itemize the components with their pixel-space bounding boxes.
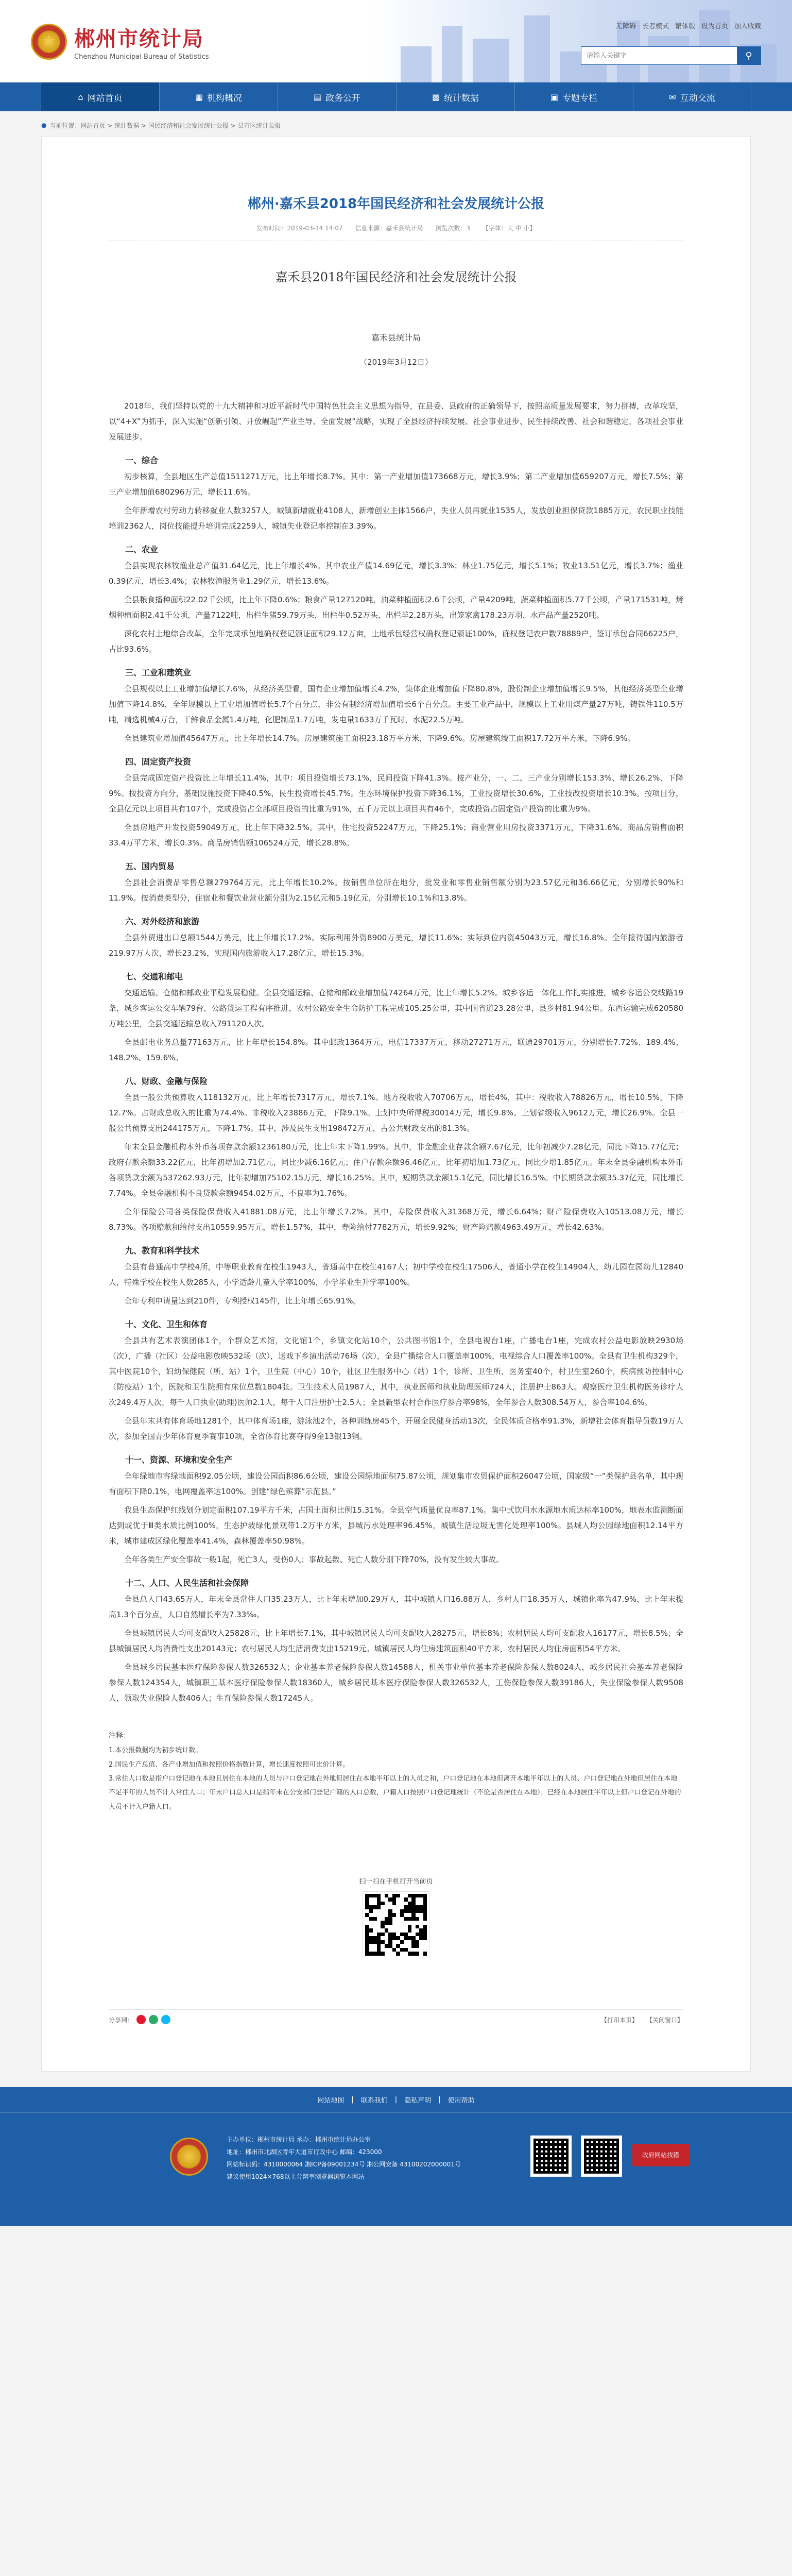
article-container bbox=[41, 136, 751, 2072]
section-heading: 三、工业和建筑业 bbox=[125, 668, 192, 677]
section-paragraph: 全县建筑业增加值45647万元，比上年增长14.7%。房屋建筑施工面积23.18万平方米，下降9.6%。房屋建筑竣工面积17.72万平方米，下降6.9%。 bbox=[124, 734, 635, 743]
section-paragraph: 全县城乡居民基本医疗保险参保人数326532人；企业基本养老保险参保人数14588人，机关事业单位基本养老保险参保人数8024人，城乡居民社会基本养老保险参保人数124354人，城镇职工基本医疗保险参保人数18360人，城乡居民基本医疗保险参保人数326532人，工伤保险参保人数39186人，失业保险参保人数9508人，领取失业保险人数406人；生育保险参保人数17245人。 bbox=[109, 1663, 683, 1703]
section-paragraph: 全年专利申请量达到210件，专利授权145件，比上年增长65.91%。 bbox=[124, 1296, 361, 1306]
view-count: 浏览次数：3 bbox=[435, 225, 470, 232]
location-icon: ● bbox=[41, 122, 47, 129]
article-title: 郴州·嘉禾县2018年国民经济和社会发展统计公报 bbox=[247, 196, 545, 212]
site-search bbox=[581, 46, 761, 65]
section-heading: 一、综合 bbox=[125, 455, 159, 465]
section-paragraph: 初步核算，全县地区生产总值1511271万元，比上年增长8.7%。其中：第一产业增加值173668万元，增长3.9%；第二产业增加值659207万元，增长7.5%；第三产业增加值680296万元，增长11.6%。 bbox=[109, 472, 683, 497]
top-link-set-home[interactable]: 设为首页 bbox=[701, 23, 728, 30]
main-nav bbox=[0, 82, 792, 111]
article-sections bbox=[109, 454, 683, 1706]
home-icon: ⌂ bbox=[78, 92, 83, 102]
note-item: 2.国民生产总值、各产业增加值和按照价格指数计算，增长速度按照可比价计算。 bbox=[109, 1760, 350, 1769]
chat-icon: ✉ bbox=[669, 92, 676, 102]
section-heading: 五、国内贸易 bbox=[125, 861, 175, 871]
footer-link-privacy[interactable]: 隐私声明 bbox=[404, 2096, 432, 2105]
section-heading: 十二、人口、人民生活和社会保障 bbox=[125, 1578, 249, 1588]
section-heading: 十一、资源、环境和安全生产 bbox=[125, 1455, 233, 1465]
section-paragraph: 交通运输、仓储和邮政业平稳发展稳健。全县交通运输、仓储和邮政业增加值74264万元，比上年增长5.2%。城乡客运一体化工作扎实推进，城乡客运公交线路19条，城乡客运公交车辆79台，公路货运工程有序推进，农村公路安全生命防护工程完成105.25公里，其中国省道23.28公里，县乡村81.94公里。东西运输完成620580万吨公里，全县交通运输总收入791120人次。 bbox=[109, 988, 683, 1028]
site-footer bbox=[0, 2087, 792, 2226]
footer-info: 主办单位：郴州市统计局 承办：郴州市统计局办公室 地址：郴州市北湖区青年大道市行政中心 邮编：423000 网站标识码：4310000064 湘ICP备09001234号 湘公网安备 43100202000001号 建议使用1024×768以上分辨率浏览器浏览本网站 bbox=[227, 2136, 461, 2180]
notes-block bbox=[109, 1728, 683, 1814]
footer-qr-codes bbox=[530, 2136, 622, 2177]
top-link-traditional[interactable]: 繁体版 bbox=[675, 23, 695, 30]
top-links bbox=[616, 21, 761, 30]
close-window-link[interactable]: 【关闭窗口】 bbox=[646, 2016, 683, 2024]
section-paragraph: 全县房地产开发投资59049万元，比上年下降32.5%。其中，住宅投资52247万元，下降25.1%；商业营业用房投资3371万元，下降31.6%。商品房销售面积33.4万平方米，增长0.3%。商品房销售额106524万元，增长28.8%。 bbox=[109, 823, 683, 848]
document-icon: ▤ bbox=[313, 92, 322, 102]
print-link[interactable]: 【打印本页】 bbox=[600, 2016, 638, 2024]
footer-link-help[interactable]: 使用帮助 bbox=[447, 2096, 475, 2105]
section-heading: 二、农业 bbox=[125, 545, 159, 554]
section-paragraph: 全年各类生产安全事故一般1起，死亡3人，受伤0人；事故起数、死亡人数分别下降70%，没有发生较大事故。 bbox=[124, 1555, 504, 1564]
section-paragraph: 全县外贸进出口总额1544万美元，比上年增长17.2%。实际利用外资8900万美元，增长11.6%；实际到位内资45043万元，增长16.8%。全年接待国内旅游者219.97万人次，增长23.2%，实现国内旅游收入17.28亿元，增长15.3%。 bbox=[109, 933, 683, 958]
national-emblem-icon bbox=[31, 24, 67, 60]
section-paragraph: 全县社会消费品零售总额279764万元，比上年增长10.2%。按销售单位所在地分，批发业和零售业销售额分别为23.57亿元和36.66亿元，分别增长90%和11.9%。按消费类型分，住宿业和餐饮业营业额分别为2.15亿元和5.19亿元，分别增长10.1%和13.8%。 bbox=[109, 878, 683, 903]
section-paragraph: 全县完成固定资产投资比上年增长11.4%，其中：项目投资增长73.1%，民间投资下降41.3%。按产业分，一、二、三产业分别增长153.3%、增长26.2%、下降9%。按投资方向分，基础设施投资下降40.5%，民生投资增长45.7%。生态环境保护投资下降36.1%，工业投资增长30.6%，工业技改投资增长10.3%。按项目分，全县亿元以上项目共有107个，完成投资占全部项目投资的比重为91%，五千万元以上项目共有46个，完成投资占固定资产投资的比重为9%。 bbox=[109, 773, 683, 814]
section-heading: 四、固定资产投资 bbox=[125, 757, 192, 767]
top-link-favorite[interactable]: 加入收藏 bbox=[734, 23, 761, 30]
site-name-en: Chenzhou Municipal Bureau of Statistics bbox=[74, 53, 209, 61]
section-paragraph: 深化农村土地综合改革，全年完成承包地确权登记颁证面积29.12万亩，土地承包经营权确权登记颁证100%，确权登记农户数78889户，签订承包合同66225户，占比93.6%。 bbox=[109, 629, 683, 654]
section-heading: 八、财政、金融与保险 bbox=[125, 1076, 208, 1086]
footer-qr-code bbox=[581, 2136, 622, 2177]
note-item: 3.常住人口数是指户口登记地在本地且居住在本地的人员与户口登记地在外地但居住在本地半年以上的人员之和，户口登记地在本地但离开本地半年以上的人员、户口登记地在外地但居住在本地不足半年的人员不计入常住人口；年末户口总人口是指年末在公安部门登记户籍的人口总数，户籍人口按照户口登记地统计（不论是否居住在本地）；已经在本地居住半年以上但户口登记在外地的人员不计入户籍人口。 bbox=[109, 1774, 681, 1811]
section-heading: 六、对外经济和旅游 bbox=[125, 917, 200, 926]
info-source: 信息来源：嘉禾县统计局 bbox=[355, 225, 423, 232]
document-org: 嘉禾县统计局 bbox=[371, 333, 421, 343]
footer-qr-code bbox=[530, 2136, 572, 2177]
section-heading: 九、教育和科学技术 bbox=[125, 1246, 200, 1256]
qq-icon[interactable] bbox=[161, 2015, 170, 2024]
section-paragraph: 全县共有艺术表演团体1个，个群众艺术馆，文化馆1个，乡镇文化站10个，公共图书馆1个，全县电视台1座，广播电台1座，完成农村公益电影放映2930场（次），广播（社区）公益电影放映532场（次），送戏下乡演出活动76场（次），全县广播综合人口覆盖率100%，电视综合人口覆盖率100%。全县有卫生机构329个，其中医院10个，妇幼保健院（所、站）1个，卫生院（中心）10个，社区卫生服务中心（站）1个，诊所、卫生所、医务室40个，村卫生室260个，疾病预防控制中心（防疫站）1个，医院和卫生院拥有床位总数1804张。卫生技术人员1987人，其中，执业医师和执业助理医师724人，注册护士863人。观察医疗卫生机构医务诊疗人次249.4万人次，每千人口执业(助理)医师2.1人，每千人口注册护士2.5人；全县新型农村合作医疗参合率98%，全年参合人数308.54万人，参合率104.6%。 bbox=[109, 1336, 683, 1407]
chart-icon: ▩ bbox=[432, 92, 440, 102]
site-header bbox=[0, 0, 792, 82]
qr-code bbox=[363, 1892, 429, 1958]
nav-item-interaction[interactable]: ✉ 互动交流 bbox=[633, 82, 751, 111]
site-name-cn: 郴州市统计局 bbox=[74, 27, 204, 51]
folder-icon: ▣ bbox=[550, 92, 559, 102]
qr-block bbox=[109, 1876, 683, 1958]
notes-heading: 注释： bbox=[109, 1732, 130, 1740]
site-logo[interactable] bbox=[31, 23, 209, 61]
section-paragraph: 全县实现农林牧渔业总产值31.64亿元，比上年增长4%。其中农业产值14.69亿元，增长3.3%；林业1.75亿元，增长5.1%；牧业13.51亿元，增长3.7%；渔业0.39亿元，增长3.4%；农林牧渔服务业1.29亿元，增长13.6%。 bbox=[109, 561, 683, 586]
article-meta bbox=[109, 224, 683, 241]
weibo-icon[interactable] bbox=[136, 2015, 146, 2024]
nav-item-home[interactable]: ⌂ 网站首页 bbox=[41, 82, 159, 111]
section-heading: 七、交通和邮电 bbox=[125, 972, 183, 981]
footer-emblem-icon bbox=[170, 2138, 208, 2176]
section-paragraph: 全县城镇居民人均可支配收入25828元，比上年增长7.1%，其中城镇居民人均可支配收入28275元，增长8%；农村居民人均可支配收入16177元，增长8.5%；全县城镇居民人均消费性支出20143元；农村居民人均生活消费支出15219元。城镇居民人均住房建筑面积40平方米，农村居民人均住房面积54平方米。 bbox=[109, 1629, 683, 1653]
search-icon: ⚲ bbox=[745, 50, 752, 61]
nav-item-statistics[interactable]: ▩ 统计数据 bbox=[396, 82, 514, 111]
section-paragraph: 全县有普通高中学校4所，中等职业教育在校生1943人，普通高中在校生4167人；初中学校在校生17506人，普通小学在校生14904人，幼儿园在园幼儿12840人，特殊学校在校生人数285人，小学适龄儿童入学率100%，小学毕业生升学率100%。 bbox=[109, 1262, 683, 1287]
nav-item-topics[interactable]: ▣ 专题专栏 bbox=[514, 82, 633, 111]
footer-link-sitemap[interactable]: 网站地图 bbox=[317, 2096, 345, 2105]
section-paragraph: 全县一般公共预算收入118132万元，比上年增长7317万元，增长7.1%。地方税收收入70706万元，增长4%，其中：税收收入78826万元，增长10.5%，下降12.7%。占财政总收入的比重为74.4%。非税收入23886万元，下降9.1%。上划中央所得税30014万元，增长9.8%。上划省级收入9612万元，增长26.9%。全县一般公共预算支出244175万元，下降1.7%。其中，涉及民生支出198472万元，占公共财政支出的81.3%。 bbox=[109, 1093, 683, 1133]
nav-item-about[interactable]: ▦ 机构概况 bbox=[159, 82, 278, 111]
section-paragraph: 我县生态保护红线划分划定面积107.19平方千米，占国土面积比例15.31%。全县空气质量优良率87.1%。集中式饮用水水源地水质达标率100%，地表水监测断面达到或优于Ⅲ类水质比例100%，生态护坡绿化景观带1.2万平方米，县城污水处理率96.45%，城镇生活垃圾无害化处理率100%。县城人均公园绿地面积12.14平方米，城市建成区绿化覆盖率41.4%，森林覆盖率50.98%。 bbox=[109, 1505, 683, 1546]
share-bar bbox=[109, 2009, 683, 2030]
section-paragraph: 全县邮电业务总量77163万元，比上年增长154.8%。其中邮政1364万元，电信17337万元，移动27271万元，联通29701万元，分别增长7.72%、189.4%、148.2%、159.6%。 bbox=[109, 1038, 683, 1062]
top-link-elder-mode[interactable]: 长者模式 bbox=[642, 23, 669, 30]
header-banner-image bbox=[370, 0, 792, 82]
section-heading: 十、文化、卫生和体育 bbox=[125, 1319, 208, 1329]
intro-paragraph: 2018年，我们坚持以党的十九大精神和习近平新时代中国特色社会主义思想为指导，在县委、县政府的正确领导下，按照高质量发展要求，努力拼搏，改革攻坚，以“4+X”为抓手，深入实施“创新引领、开放崛起”产业主导、全面发展”战略，实现了全县经济持续发展、社会事业进步、民生持续改善、社会和谐稳定，各项社会事业发展进步。 bbox=[109, 401, 683, 442]
footer-links: 网站地图 | 联系我们 | 隐私声明 | 使用帮助 bbox=[0, 2087, 792, 2113]
qr-caption: 扫一扫在手机打开当前页 bbox=[359, 1877, 433, 1886]
search-button[interactable] bbox=[737, 47, 761, 64]
document-date: （2019年3月12日） bbox=[359, 358, 433, 367]
section-paragraph: 全县粮食播种面积22.02千公顷，比上年下降0.6%；粮食产量127120吨，油菜种植面积2.6千公顷，产量4209吨，蔬菜种植面积5.77千公顷，产量171531吨，烤烟种植面积2.41千公顷，产量7122吨，出栏生猪59.79万头，出栏牛0.52万头，出栏羊2.28万头，出笼家禽178.23万羽，水产品产量2520吨。 bbox=[109, 595, 684, 620]
section-paragraph: 全县年末共有体育场地1281个，其中体育场1座，游泳池2个，各种训练房45个，开展全民健身活动13次，全民体质合格率91.3%，新增社会体育指导员数19万人次，参加全国青少年体育夏季赛事10项，全省体育比赛夺得9金13银13铜。 bbox=[109, 1416, 683, 1441]
section-paragraph: 全年绿地市容绿地面积92.05公顷，建设公园面积86.6公顷，建设公园绿地面积75.87公顷，规划集市农贸保护面积26047公顷，国家级“一”类保护县名单，其中现有面积下降0.1%，电网覆盖率达100%。创建“绿色殡葬”示范县。” bbox=[109, 1471, 683, 1496]
section-paragraph: 全县总人口43.65万人，年末全县常住人口35.23万人，比上年末增加0.29万人，其中城镇人口16.88万人，乡村人口18.35万人，城镇化率为47.9%，比上年末提高1.3个百分点，人口自然增长率为7.33‰。 bbox=[109, 1595, 683, 1619]
share-label: 分享到： bbox=[109, 2016, 134, 2024]
section-paragraph: 全县规模以上工业增加值增长7.6%，从经济类型看，国有企业增加值增长4.2%，集体企业增加值下降80.8%，股份制企业增加值增长9.5%，其他经济类型企业增加值下降14.8%，全年规模以上工业增加值增长5.7个百分点，非公有制经济增加值增长6个百分点。主要工业产品中，规模以上工业用煤产量27万吨，铸铁件110.5万吨，精选机械4万台，干鲜食品金属1.4万吨，化肥制品1.7万吨，发电量1633万千瓦时，水泥22.5万吨。 bbox=[109, 684, 683, 724]
document-title: 嘉禾县2018年国民经济和社会发展统计公报 bbox=[275, 270, 517, 284]
section-paragraph: 年末全县金融机构本外币各项存款余额1236180万元，比上年末下降1.99%。其中，非金融企业存款余额7.67亿元，比年初减少7.28亿元，同比下降15.77亿元；政府存款余额33.22亿元，比年初增加2.71亿元，同比少减6.16亿元；住户存款余额96.46亿元，比年初增加1.73亿元，同比少增1.85亿元。年末全县金融机构本外币各项贷款余额为537262.93万元，比年初增加75102.15万元，增长16.25%。其中，短期贷款余额15.1亿元，同比增长16.5%。中长期贷款余额35.37亿元，同比增长7.74%。全县金融机构不良贷款余额9454.02万元，不良率为1.76%。 bbox=[109, 1142, 683, 1198]
footer-link-contact[interactable]: 联系我们 bbox=[360, 2096, 388, 2105]
search-input[interactable] bbox=[581, 47, 737, 64]
section-paragraph: 全年保险公司各类保险保费收入41881.08万元，比上年增长7.2%。其中，寿险保费收入31368万元，增长6.64%；财产险保费收入10513.08万元，增长8.73%。各项赔款和给付支出10559.95万元，增长1.57%，其中，寿险给付7782万元，增长9.92%；财产险赔款4963.49万元，增长42.63%。 bbox=[109, 1207, 683, 1232]
note-item: 1.本公报数据均为初步统计数。 bbox=[109, 1747, 202, 1755]
font-size-switch[interactable]: 【字体：大 中 小】 bbox=[482, 225, 536, 232]
breadcrumb bbox=[41, 118, 751, 132]
publish-time: 发布时间：2019-03-14 14:07 bbox=[256, 225, 343, 232]
breadcrumb-text[interactable]: 当前位置：网站首页 > 统计数据 > 国民经济和社会发展统计公报 > 县市区统计公报 bbox=[49, 122, 281, 129]
top-link-accessibility[interactable]: 无障碍 bbox=[615, 23, 636, 30]
wechat-icon[interactable] bbox=[149, 2015, 158, 2024]
nav-item-gov-info[interactable]: ▤ 政务公开 bbox=[278, 82, 396, 111]
section-paragraph: 全年新增农村劳动力转移就业人数3257人，城镇新增就业4108人，新增创业主体1566户，失业人员再就业1535人，发放创业担保贷款1885万元，农民职业技能培训2362人，岗位技能提升培训完成2259人，城镇失业登记率控制在3.39%。 bbox=[109, 506, 683, 531]
building-icon: ▦ bbox=[195, 92, 203, 102]
error-report-badge[interactable]: 政府网站找错 bbox=[632, 2144, 689, 2166]
